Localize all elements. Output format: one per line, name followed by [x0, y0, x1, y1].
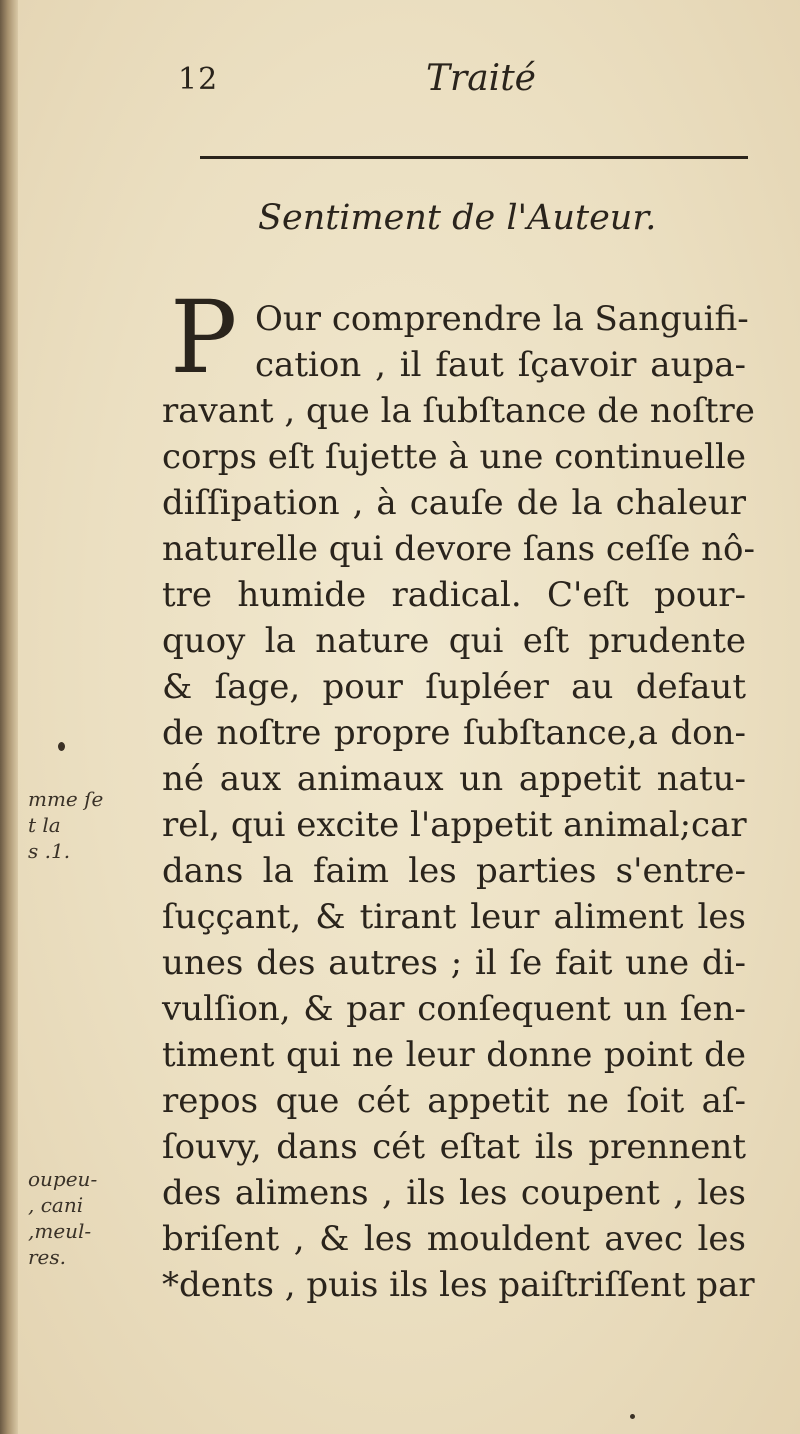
- margin-note: [28, 1166, 148, 1270]
- page-number: 12: [178, 62, 219, 97]
- margin-note-line: oupeu-: [28, 1167, 98, 1191]
- text-line: tre humide radical. C'eſt pour-: [162, 575, 746, 615]
- text-line: ſuççant, & tirant leur aliment les: [162, 897, 746, 937]
- text-line: corps eſt ſujette à une continuelle: [162, 437, 746, 477]
- text-line: quoy la nature qui eſt prudente: [162, 621, 746, 661]
- margin-note-line: t la: [28, 813, 61, 837]
- text-line: dans la faim les parties s'entre-: [162, 851, 746, 891]
- drop-capital: P: [170, 279, 238, 396]
- section-title: Sentiment de l'Auteur.: [258, 198, 657, 238]
- text-line: diſſipation , à cauſe de la chaleur: [162, 483, 746, 523]
- text-line: vulſion, & par conſequent un ſen-: [162, 989, 746, 1029]
- text-line: unes des autres ; il ſe fait une di-: [162, 943, 746, 983]
- text-line: ravant , que la ſubſtance de noſtre: [162, 391, 755, 431]
- margin-note-line: mme ſe: [28, 787, 104, 811]
- ink-speck: [630, 1414, 635, 1419]
- margin-note-line: ,meul-: [28, 1219, 92, 1243]
- text-line: & ſage, pour ſupléer au defaut: [162, 667, 746, 707]
- text-line: repos que cét appetit ne ſoit aſ-: [162, 1081, 746, 1121]
- margin-note-line: res.: [28, 1245, 67, 1269]
- margin-note: [28, 786, 148, 864]
- ink-speck: [58, 742, 65, 751]
- text-line: ſouvy, dans cét eſtat ils prennent: [162, 1127, 746, 1167]
- text-line: de noſtre propre ſubſtance,a don-: [162, 713, 746, 753]
- text-line: cation , il faut ſçavoir aupa-: [255, 345, 746, 385]
- text-line: timent qui ne leur donne point de: [162, 1035, 746, 1075]
- margin-note-line: , cani: [28, 1193, 84, 1217]
- text-line: des alimens , ils les coupent , les: [162, 1173, 746, 1213]
- page-binding-shadow: [0, 0, 18, 1434]
- margin-note-line: s .1.: [28, 839, 71, 863]
- running-head: Traité: [426, 58, 536, 99]
- text-line: rel, qui excite l'appetit animal;car: [162, 805, 747, 845]
- text-line: *dents , puis ils les paiſtriſſent par: [162, 1265, 755, 1305]
- text-line: né aux animaux un appetit natu-: [162, 759, 746, 799]
- header-rule: [200, 156, 748, 159]
- text-line: naturelle qui devore ſans ceſſe nô-: [162, 529, 755, 569]
- text-line: briſent , & les mouldent avec les: [162, 1219, 746, 1259]
- text-line: Our comprendre la Sanguifi-: [255, 299, 749, 339]
